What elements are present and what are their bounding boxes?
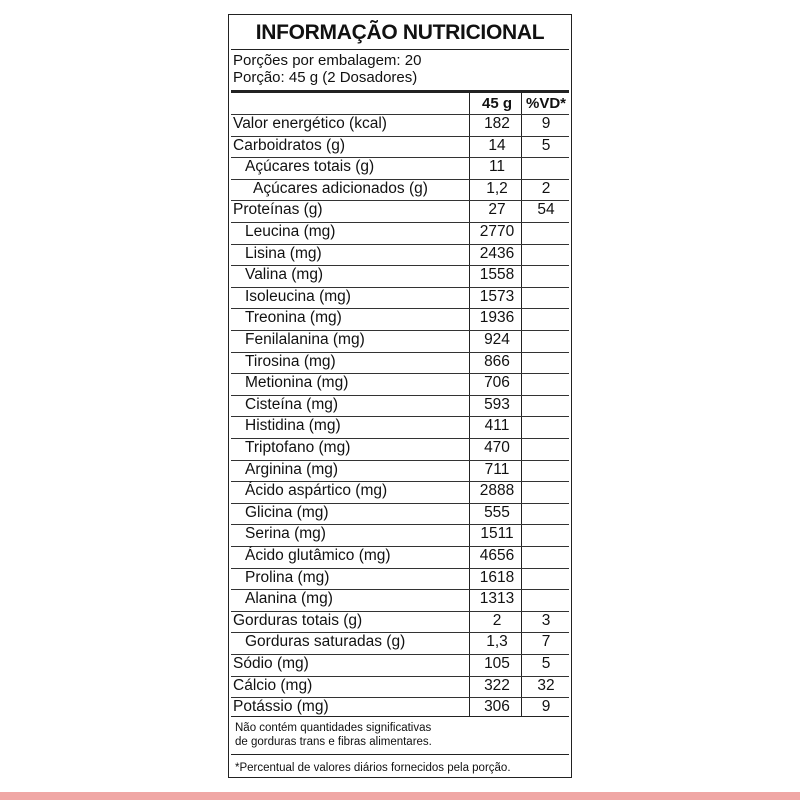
nutrient-row <box>229 373 571 395</box>
nutrient-amount: 14 <box>488 136 506 154</box>
nutrient-amount: 555 <box>484 503 510 521</box>
title-divider <box>231 49 569 50</box>
nutrient-name: Sódio (mg) <box>233 655 309 672</box>
column-header-amount: 45 g <box>481 95 512 112</box>
nutrient-row <box>229 287 571 309</box>
nutrient-row <box>229 676 571 698</box>
nutrient-amount: 105 <box>484 655 510 672</box>
column-header-dv: %VD* <box>525 95 566 112</box>
nutrient-row <box>229 244 571 266</box>
nutrient-name: Gorduras totais (g) <box>233 611 363 629</box>
nutrient-name: Prolina (mg) <box>245 568 330 586</box>
nutrient-amount: 711 <box>484 460 510 478</box>
nutrient-dv: 5 <box>541 136 551 154</box>
nutrient-amount: 1618 <box>479 568 515 586</box>
nutrient-amount: 1936 <box>479 309 515 327</box>
nutrient-name: Arginina (mg) <box>245 460 339 478</box>
nutrient-amount: 182 <box>484 115 510 132</box>
nutrient-name: Serina (mg) <box>245 525 326 543</box>
nutrient-name: Lisina (mg) <box>245 244 322 262</box>
nutrient-amount: 2770 <box>479 223 515 240</box>
nutrient-amount: 1313 <box>479 590 515 608</box>
nutrient-amount: 2 <box>492 611 502 629</box>
nutrient-amount: 306 <box>484 698 510 716</box>
nutrient-dv: 9 <box>541 115 551 132</box>
footnote-dv: *Percentual de valores diários fornecidos pela porção. <box>235 762 511 774</box>
nutrient-row <box>229 114 571 136</box>
nutrient-name: Tirosina (mg) <box>245 352 336 370</box>
nutrient-name: Açúcares adicionados (g) <box>253 179 428 197</box>
nutrient-name: Triptofano (mg) <box>245 439 351 456</box>
nutrient-name: Gorduras saturadas (g) <box>245 633 406 651</box>
nutrient-name: Ácido glutâmico (mg) <box>245 547 391 564</box>
nutrient-amount: 706 <box>484 374 510 392</box>
nutrient-row <box>229 524 571 546</box>
nutrient-row <box>229 481 571 503</box>
nutrient-row <box>229 395 571 417</box>
nutrient-name: Histidina (mg) <box>245 417 341 435</box>
nutrition-facts-label <box>228 14 572 778</box>
footnote-line: Não contém quantidades significativas <box>235 722 432 734</box>
nutrient-row <box>229 265 571 287</box>
nutrient-amount: 1511 <box>480 525 514 543</box>
nutrient-amount: 411 <box>484 417 510 435</box>
nutrient-dv: 5 <box>541 655 551 672</box>
nutrient-row <box>229 438 571 460</box>
nutrient-amount: 1,3 <box>486 633 508 651</box>
nutrient-row <box>229 654 571 676</box>
nutrient-name: Metionina (mg) <box>245 374 349 392</box>
nutrient-amount: 470 <box>484 439 510 456</box>
nutrient-name: Fenilalanina (mg) <box>245 331 365 348</box>
nutrient-dv: 32 <box>537 676 555 694</box>
nutrient-name: Valor energético (kcal) <box>233 115 387 132</box>
servings-per-package: Porções por embalagem: 20 <box>233 52 422 69</box>
serving-divider <box>231 90 569 93</box>
nutrient-name: Potássio (mg) <box>233 698 329 716</box>
nutrient-row <box>229 352 571 374</box>
nutrient-row <box>229 503 571 525</box>
nutrient-amount: 27 <box>488 201 506 219</box>
nutrient-name: Açúcares totais (g) <box>245 158 375 176</box>
nutrient-amount: 2888 <box>479 482 515 500</box>
nutrient-name: Glicina (mg) <box>245 503 329 521</box>
nutrient-amount: 1558 <box>479 266 515 284</box>
nutrient-dv: 9 <box>541 698 551 716</box>
nutrient-name: Carboidratos (g) <box>233 136 345 154</box>
nutrient-row <box>229 200 571 222</box>
nutrient-amount: 11 <box>488 158 506 176</box>
nutrient-name: Cisteína (mg) <box>245 395 339 413</box>
nutrient-dv: 54 <box>537 201 555 219</box>
nutrient-name: Proteínas (g) <box>233 201 323 219</box>
nutrient-amount: 1573 <box>479 287 515 305</box>
nutrient-row <box>229 416 571 438</box>
nutrient-dv: 2 <box>541 179 551 197</box>
nutrient-row <box>229 179 571 201</box>
nutrient-row <box>229 632 571 654</box>
nutrient-amount: 2436 <box>479 244 515 262</box>
nutrient-amount: 4656 <box>479 547 515 564</box>
nutrient-name: Ácido aspártico (mg) <box>245 482 388 500</box>
nutrient-row <box>229 330 571 352</box>
table-bottom-divider <box>231 716 569 717</box>
footnote-divider <box>231 754 569 755</box>
nutrient-name: Cálcio (mg) <box>233 676 313 694</box>
nutrient-row <box>229 589 571 611</box>
nutrient-name: Valina (mg) <box>245 266 324 284</box>
nutrient-row <box>229 157 571 179</box>
bottom-accent-strip <box>0 792 800 800</box>
nutrient-name: Isoleucina (mg) <box>245 287 351 305</box>
nutrient-amount: 1,2 <box>486 179 508 197</box>
nutrient-row <box>229 546 571 568</box>
footnote-line: de gorduras trans e fibras alimentares. <box>235 736 432 748</box>
footnote-no-significant <box>235 721 432 749</box>
nutrient-amount: 866 <box>484 352 510 370</box>
nutrient-dv: 7 <box>541 633 551 651</box>
nutrient-row <box>229 136 571 158</box>
nutrient-row <box>229 611 571 633</box>
nutrient-dv: 3 <box>541 611 551 629</box>
nutrient-row <box>229 460 571 482</box>
nutrient-name: Alanina (mg) <box>245 590 333 608</box>
nutrient-row <box>229 568 571 590</box>
nutrient-amount: 924 <box>484 331 510 348</box>
nutrient-name: Leucina (mg) <box>245 223 336 240</box>
nutrient-row <box>229 308 571 330</box>
nutrient-row <box>229 222 571 244</box>
label-title: INFORMAÇÃO NUTRICIONAL <box>255 21 545 44</box>
nutrient-name: Treonina (mg) <box>245 309 342 327</box>
nutrient-amount: 322 <box>484 676 510 694</box>
serving-size: Porção: 45 g (2 Dosadores) <box>233 69 418 86</box>
nutrient-amount: 593 <box>484 395 510 413</box>
